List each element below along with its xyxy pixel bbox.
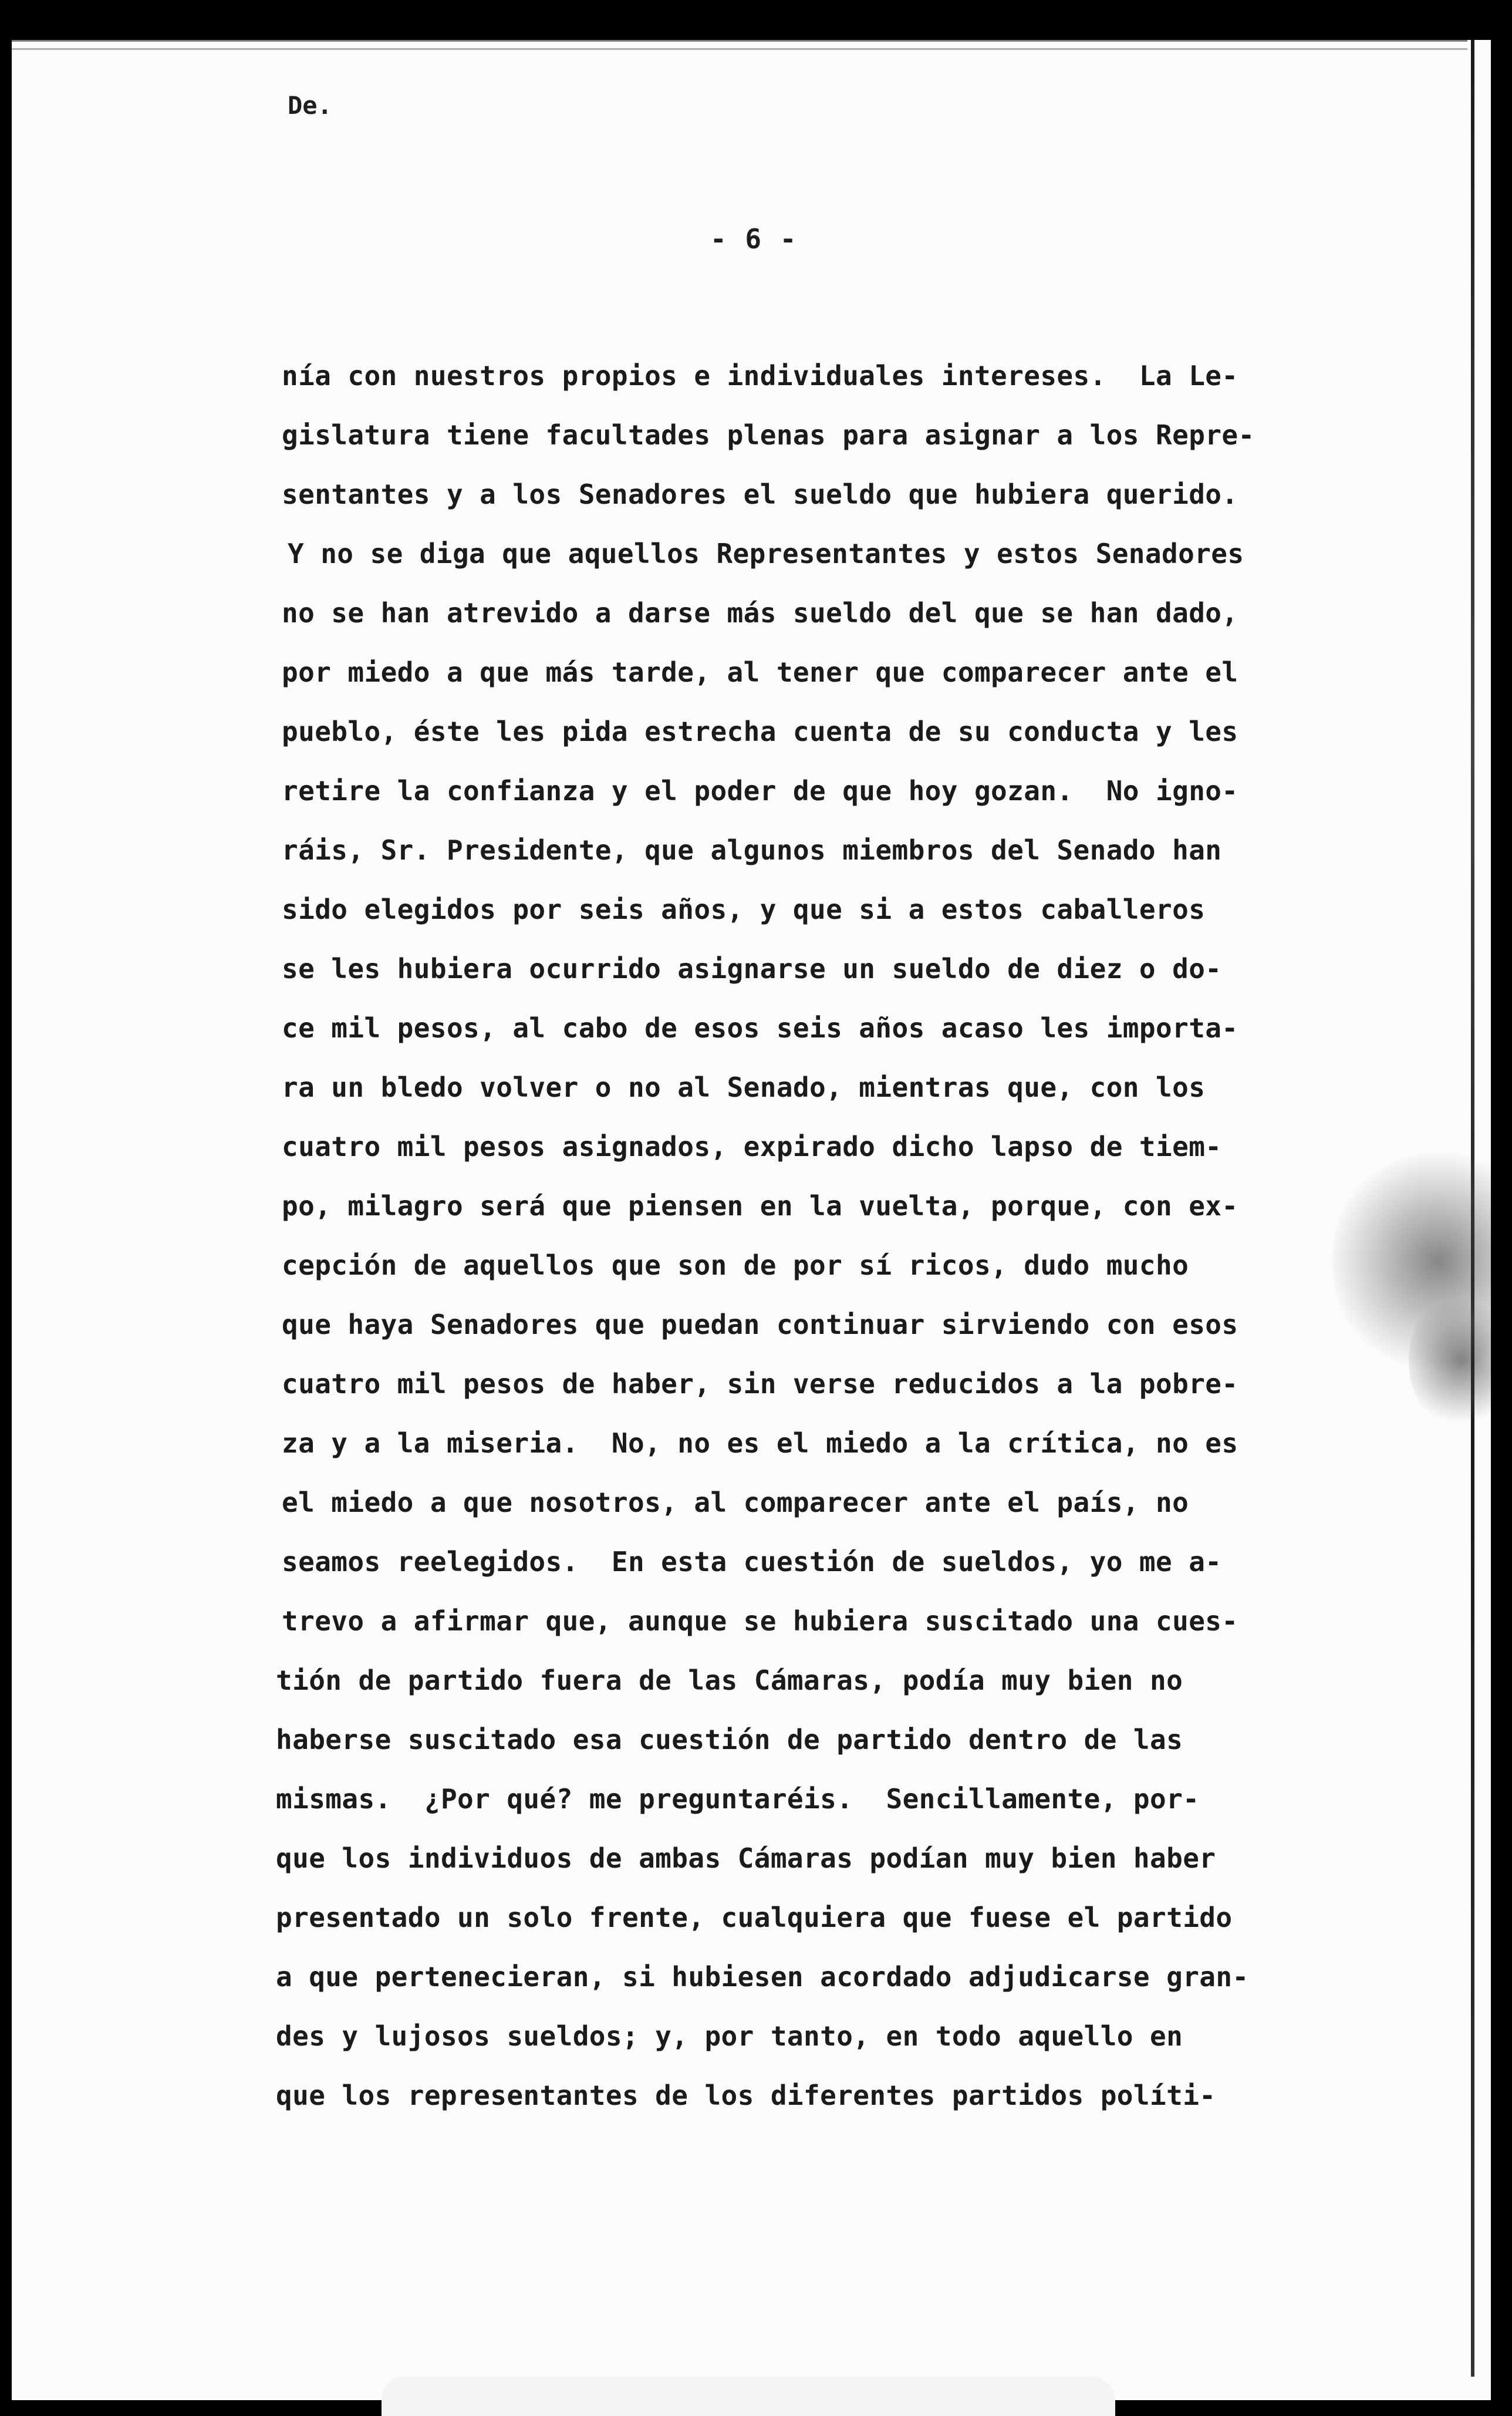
bottom-tab — [382, 2377, 1115, 2416]
text-line: no se han atrevido a darse más sueldo del que se han dado, — [282, 597, 1238, 629]
text-line: cepción de aquellos que son de por sí ricos, dudo mucho — [282, 1249, 1189, 1281]
text-line: gislatura tiene facultades plenas para asignar a los Repre- — [282, 419, 1255, 451]
text-line: presentado un solo frente, cualquiera que fuese el partido — [276, 1902, 1233, 1933]
text-line: cuatro mil pesos de haber, sin verse reducidos a la pobre- — [282, 1368, 1238, 1400]
text-line: ra un bledo volver o no al Senado, mientras que, con los — [282, 1071, 1206, 1103]
text-line: ráis, Sr. Presidente, que algunos miembros del Senado han — [282, 834, 1222, 866]
top-edge-line — [12, 40, 1467, 42]
text-line: se les hubiera ocurrido asignarse un sueldo de diez o do- — [282, 953, 1222, 985]
text-line: que los individuos de ambas Cámaras podían muy bien haber — [276, 1842, 1216, 1874]
text-line: que haya Senadores que puedan continuar sirviendo con esos — [282, 1309, 1238, 1340]
text-line: nía con nuestros propios e individuales intereses. La Le- — [282, 360, 1238, 392]
text-line: po, milagro será que piensen en la vuelta, porque, con ex- — [282, 1190, 1238, 1222]
text-line: por miedo a que más tarde, al tener que comparecer ante el — [282, 656, 1238, 688]
text-line: haberse suscitado esa cuestión de partido dentro de las — [276, 1724, 1183, 1755]
document-reference: De. — [288, 91, 332, 120]
top-edge-line — [12, 48, 1467, 50]
text-line: ce mil pesos, al cabo de esos seis años acaso les importa- — [282, 1012, 1238, 1044]
text-line: mismas. ¿Por qué? me preguntaréis. Sencillamente, por- — [276, 1783, 1200, 1815]
text-line: cuatro mil pesos asignados, expirado dicho lapso de tiem- — [282, 1131, 1222, 1162]
text-line: pueblo, éste les pida estrecha cuenta de su conducta y les — [282, 716, 1238, 747]
text-line: sentantes y a los Senadores el sueldo que hubiera querido. — [282, 479, 1238, 510]
text-line: el miedo a que nosotros, al comparecer ante el país, no — [282, 1487, 1189, 1518]
text-line: retire la confianza y el poder de que hoy gozan. No igno- — [282, 775, 1238, 807]
text-line: Y no se diga que aquellos Representantes y estos Senadores — [288, 538, 1244, 570]
text-line: trevo a afirmar que, aunque se hubiera suscitado una cues- — [282, 1605, 1238, 1637]
text-line: seamos reelegidos. En esta cuestión de sueldos, yo me a- — [282, 1546, 1222, 1578]
text-line: que los representantes de los diferentes partidos políti- — [276, 2080, 1216, 2111]
text-line: a que pertenecieran, si hubiesen acordado adjudicarse gran- — [276, 1961, 1249, 1993]
text-line: sido elegidos por seis años, y que si a estos caballeros — [282, 894, 1206, 925]
text-line: des y lujosos sueldos; y, por tanto, en todo aquello en — [276, 2020, 1183, 2052]
text-line: za y a la miseria. No, no es el miedo a la crítica, no es — [282, 1427, 1238, 1459]
page-number: - 6 - — [710, 223, 798, 255]
text-line: tión de partido fuera de las Cámaras, podía muy bien no — [276, 1664, 1183, 1696]
